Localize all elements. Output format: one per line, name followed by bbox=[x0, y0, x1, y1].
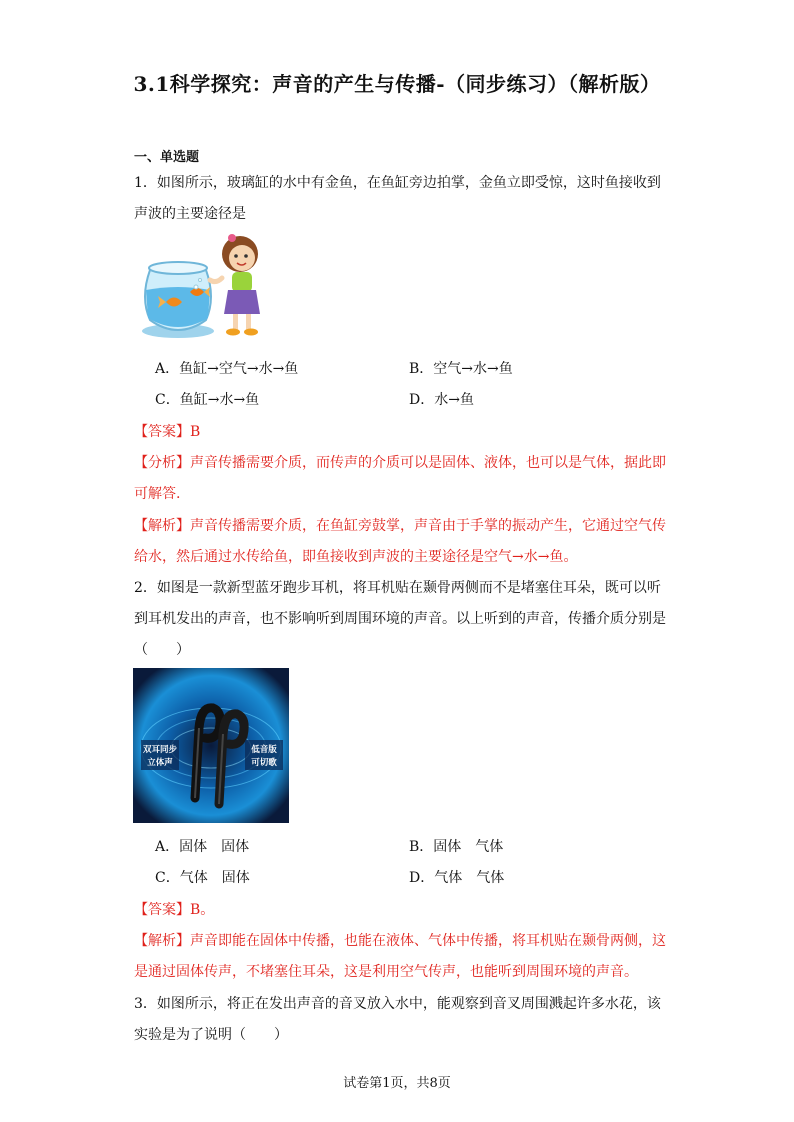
q1-analysis-line2: 可解答. bbox=[134, 486, 181, 502]
q2-stem-line1: 2．如图是一款新型蓝牙跑步耳机，将耳机贴在颞骨两侧而不是堵塞住耳朵，既可以听 bbox=[134, 580, 661, 596]
earphone-label-right-bottom: 可切歌 bbox=[251, 758, 277, 768]
q2-explanation-line1: 【解析】声音即能在固体中传播，也能在液体、气体中传播，将耳机贴在颞骨两侧，这 bbox=[134, 933, 666, 949]
q1-option-a: A．鱼缸→空气→水→鱼 bbox=[155, 361, 299, 377]
q2-stem-line2: 到耳机发出的声音，也不影响听到周围环境的声音。以上听到的声音，传播介质分别是 bbox=[134, 611, 666, 627]
q2-option-b: B．固体 气体 bbox=[409, 839, 504, 855]
q3-stem-line2: 实验是为了说明（ ） bbox=[134, 1027, 288, 1043]
q1-option-b: B．空气→水→鱼 bbox=[409, 361, 513, 377]
q1-answer: 【答案】B bbox=[134, 424, 201, 440]
earphone-label-left-bottom: 立体声 bbox=[147, 758, 173, 768]
q2-answer: 【答案】B。 bbox=[134, 902, 215, 918]
q2-stem-line3: （ ） bbox=[134, 642, 190, 658]
q2-option-c: C．气体 固体 bbox=[155, 870, 250, 886]
q1-explanation-line1: 【解析】声音传播需要介质，在鱼缸旁鼓掌，声音由于手掌的振动产生，它通过空气传 bbox=[134, 518, 666, 534]
earphone-label-right-top: 低音版 bbox=[251, 745, 277, 755]
q2-explanation-line2: 是通过固体传声，不堵塞住耳朵，这是利用空气传声，也能听到周围环境的声音。 bbox=[134, 964, 638, 980]
q1-stem-line1: 1．如图所示，玻璃缸的水中有金鱼，在鱼缸旁边拍掌，金鱼立即受惊，这时鱼接收到 bbox=[134, 175, 661, 191]
q3-stem-line1: 3．如图所示，将正在发出声音的音叉放入水中，能观察到音叉周围溅起许多水花，该 bbox=[134, 996, 661, 1012]
page-title: 3.1科学探究：声音的产生与传播-（同步练习）（解析版） bbox=[133, 72, 661, 96]
fishbowl-girl-illustration bbox=[136, 228, 266, 342]
section-heading: 一、单选题 bbox=[134, 150, 200, 165]
q1-analysis-line1: 【分析】声音传播需要介质，而传声的介质可以是固体、液体，也可以是气体，据此即 bbox=[134, 455, 666, 471]
q2-option-a: A．固体 固体 bbox=[155, 839, 250, 855]
page-footer: 试卷第1页，共8页 bbox=[343, 1076, 451, 1091]
earphone-label-left-top: 双耳同步 bbox=[142, 745, 178, 755]
q2-option-d: D．气体 气体 bbox=[409, 870, 505, 886]
q1-explanation-line2: 给水，然后通过水传给鱼，即鱼接收到声波的主要途径是空气→水→鱼。 bbox=[134, 549, 578, 565]
q1-stem-line2: 声波的主要途径是 bbox=[134, 206, 246, 222]
bone-conduction-earphone-image bbox=[133, 668, 289, 823]
q1-option-c: C．鱼缸→水→鱼 bbox=[155, 392, 260, 408]
q1-option-d: D．水→鱼 bbox=[409, 392, 474, 408]
